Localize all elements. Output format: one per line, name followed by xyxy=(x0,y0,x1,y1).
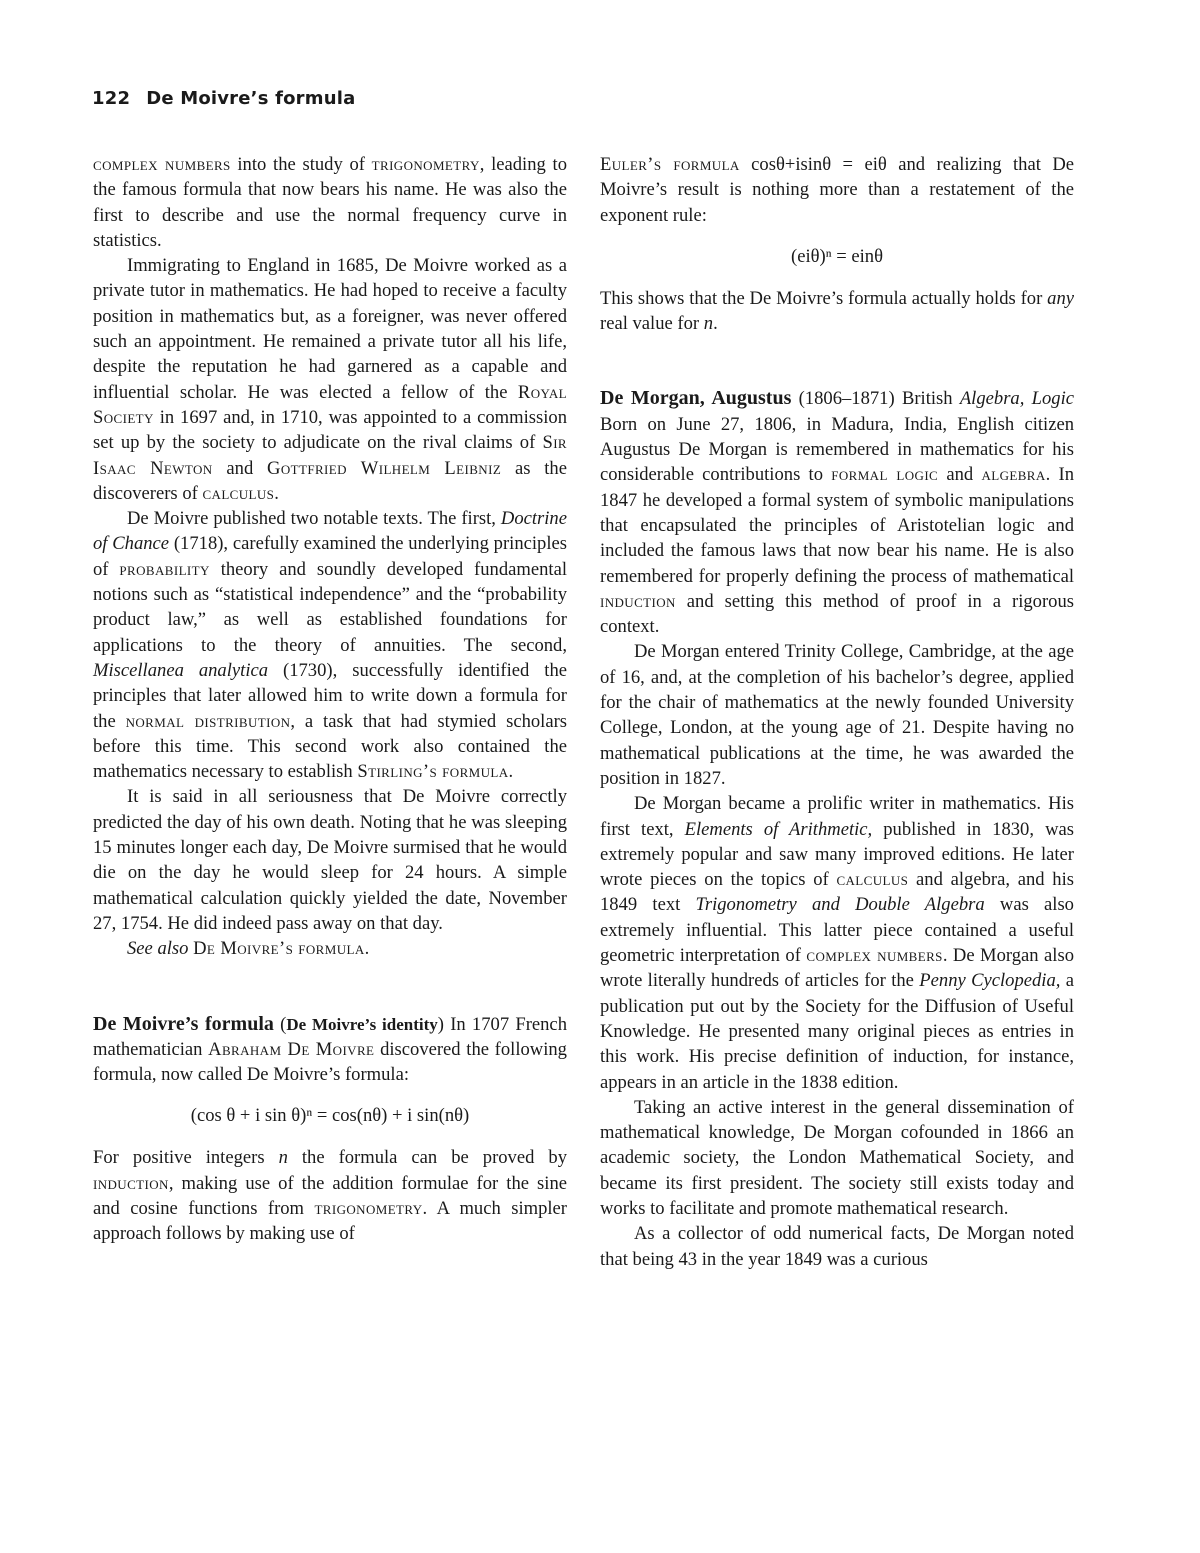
cross-reference[interactable]: De Moivre’s formula xyxy=(193,938,365,960)
text: De Morgan became a prolific writer in mathematics. His first text, xyxy=(600,793,1074,840)
entry-de-moivres-formula xyxy=(93,1012,567,1088)
cross-reference[interactable]: Stirling’s formula xyxy=(357,761,509,783)
text: in 1697 and, in 1710, was appointed to a commission set up by the society to adjudicate on the rival claims of xyxy=(93,406,567,454)
paragraph xyxy=(93,253,567,506)
entry-dates: (1806–1871) xyxy=(791,388,895,410)
right-column xyxy=(600,152,1074,1272)
paragraph xyxy=(93,1145,567,1246)
text: and xyxy=(212,457,268,479)
cross-reference[interactable]: probability xyxy=(119,558,210,580)
text: the formula can be proved by xyxy=(287,1147,567,1169)
paragraph: It is said in all seriousness that De Moivre correctly predicted the day of his own death. Noting that he was sleeping 15 minutes longer each day, De Moivre surmised that he would die on the day he would sleep for 24 hours. A simple mathematical calculation quickly yielded the date, November 27, 1754. He did indeed pass away on that day. xyxy=(93,786,567,934)
cross-reference[interactable]: induction xyxy=(600,590,676,612)
cross-reference[interactable]: Euler’s formula xyxy=(600,154,740,175)
book-title: Doctrine of Chance xyxy=(93,508,567,555)
text: real value for xyxy=(600,313,704,335)
cross-reference[interactable]: complex numbers xyxy=(806,945,943,967)
page-header xyxy=(92,88,355,109)
left-column xyxy=(93,152,567,1247)
book-title: Penny Cyclopedia, xyxy=(919,970,1061,992)
cross-reference[interactable]: trigonometry xyxy=(314,1197,423,1219)
running-title: De Moivre’s formula xyxy=(146,88,356,109)
text: and algebra, and his 1849 text xyxy=(600,869,1074,916)
cross-reference[interactable]: formal logic xyxy=(831,464,939,486)
paragraph: As a collector of odd numerical facts, De Morgan noted that being 43 in the year 1849 was a curious xyxy=(600,1223,1074,1270)
cross-reference[interactable]: trigonometry xyxy=(371,154,480,175)
book-title: Miscellanea analytica xyxy=(93,659,269,681)
cross-reference[interactable]: complex numbers xyxy=(93,154,231,175)
text: . xyxy=(274,482,279,504)
text: For positive integers xyxy=(93,1147,279,1169)
text: . De Morgan also wrote literally hundreds of articles for the xyxy=(600,945,1075,992)
paragraph xyxy=(93,506,567,784)
cross-reference[interactable]: induction xyxy=(93,1172,169,1194)
text: theory and soundly developed fundamental notions such as “statistical independence” and the “probability product law,” as well as established foundations for applications to the theory of annuities. The second, xyxy=(93,558,567,656)
entry-fields: Algebra, Logic xyxy=(959,388,1074,410)
entry-headword: De Moivre’s formula xyxy=(93,1012,274,1035)
text: published in 1830, was extremely popular and saw many improved editions. He later wrote pieces on the topics of xyxy=(600,818,1074,891)
cross-reference[interactable]: Royal Society xyxy=(93,381,567,428)
text: ( xyxy=(273,1013,287,1035)
cross-reference[interactable]: calculus xyxy=(836,869,909,891)
text: Born on June 27, 1806, in Madura, India, English citizen Augustus De Morgan is remembered in mathematics for his considerable contributions to xyxy=(600,413,1074,486)
text: . xyxy=(713,313,718,335)
paragraph: De Morgan entered Trinity College, Cambridge, at the age of 16, and, at the completion of his bachelor’s degree, applied for the chair of mathematics at the newly founded University College, London, at the young age of 21. Despite having no mathematical publications at the time, he was awarded the position in 1827. xyxy=(600,641,1074,789)
cross-reference[interactable]: Sir Isaac Newton xyxy=(93,432,567,479)
text: . A much simpler approach follows by making use of xyxy=(93,1197,567,1245)
text: a publication put out by the Society for the Diffusion of Useful Knowledge. He presented many original pieces as entries in this work. His precise definition of induction, for instance, appears in an article in the 1838 edition. xyxy=(600,970,1074,1093)
cross-reference[interactable]: normal distribution xyxy=(125,710,291,732)
text: discovered the following formula, now called De Moivre’s formula: xyxy=(93,1038,567,1086)
text: , a task that had stymied scholars before this time. This second work also contained the mathematics necessary to establish xyxy=(93,710,568,783)
text: De Moivre published two notable texts. The first, xyxy=(127,508,501,530)
text: , making use of the addition formulae for the sine and cosine functions from xyxy=(93,1172,567,1219)
see-also-label: See also xyxy=(127,938,189,960)
page-number: 122 xyxy=(92,88,131,109)
paragraph xyxy=(600,791,1074,1095)
text: and xyxy=(938,464,982,486)
text: was also extremely influential. This latter piece contained a useful geometric interpretation of xyxy=(600,894,1074,967)
formula-de-moivre: (cos θ + i sin θ)ⁿ = cos(nθ) + i sin(nθ) xyxy=(190,1105,470,1127)
text: (1730), successfully identified the principles that later allowed him to write down a formula for the xyxy=(93,659,567,732)
see-also xyxy=(93,936,567,961)
entry-gap xyxy=(600,336,1074,386)
cross-reference[interactable]: algebra xyxy=(981,464,1046,486)
paragraph xyxy=(600,152,1074,228)
formula-exponent-rule: (eiθ)ⁿ = einθ xyxy=(791,245,883,267)
text: Immigrating to England in 1685, De Moivre worked as a private tutor in mathematics. He had hoped to receive a faculty position in mathematics but, as a foreigner, was never offered such an appointment. He remained a private tutor all his life, despite the reputation he had garnered as a capable and influential scholar. He was elected a fellow of the xyxy=(93,255,567,403)
entry-gap xyxy=(93,962,567,1012)
book-title: Trigonometry and Double Algebra xyxy=(695,894,985,916)
entry-headword: De Morgan, Augustus xyxy=(600,387,792,410)
text: into the study of xyxy=(230,154,372,175)
text: as the discoverers of xyxy=(93,457,567,504)
cross-reference[interactable]: Gottfried Wilhelm Leibniz xyxy=(267,457,502,479)
book-title: Elements of Arithmetic, xyxy=(684,818,873,840)
text: In 1707 French mathematician xyxy=(93,1013,567,1060)
text: , leading to the famous formula that now bears his name. He was also the first to describe and use the normal frequency curve in statistics. xyxy=(93,154,567,251)
text: (1718), carefully examined the underlying principles of xyxy=(93,533,567,580)
cross-reference[interactable]: calculus xyxy=(202,482,275,504)
text: . In 1847 he developed a formal system of symbolic manipulations that encapsulated the principles of Aristotelian logic and included the famous laws that now bear his name. He is also remembered for properly defining the process of mathematical xyxy=(600,464,1074,587)
text: ) xyxy=(437,1013,444,1035)
entry-de-morgan xyxy=(600,386,1074,639)
text: This shows that the De Moivre’s formula actually holds for xyxy=(600,287,1048,309)
variable: n xyxy=(278,1147,288,1169)
variable: n xyxy=(703,313,714,335)
text: cosθ+isinθ = eiθ and realizing that De Moivre’s result is nothing more than a restatement of the exponent rule: xyxy=(600,154,1074,226)
text: . xyxy=(364,938,370,960)
entry-alternate-name: De Moivre’s identity xyxy=(286,1014,438,1034)
entry-nationality: British xyxy=(894,388,960,410)
paragraph: Taking an active interest in the general dissemination of mathematical knowledge, De Morgan cofounded in 1866 an academic society, the London Mathematical Society, and became its first president. The society still exists today and works to facilitate and promote mathematical research. xyxy=(600,1096,1074,1219)
text: and setting this method of proof in a rigorous context. xyxy=(600,590,1074,638)
paragraph xyxy=(600,286,1074,337)
cross-reference[interactable]: Abraham De Moivre xyxy=(208,1038,375,1060)
text: . xyxy=(508,761,514,783)
paragraph xyxy=(93,152,567,253)
emphasis: any xyxy=(1047,287,1074,309)
